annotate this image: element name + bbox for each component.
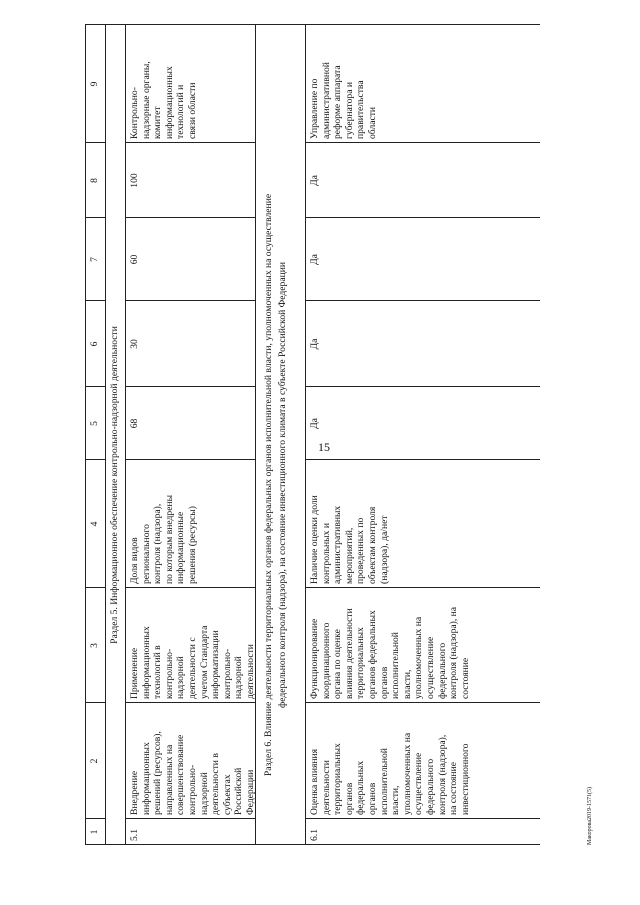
row-5-1-value-5: 68 [129, 418, 140, 429]
section-5-title: Раздел 5. Информационное обеспечение контрольно-надзорной деятельности [109, 326, 120, 644]
column-number: 1 [89, 829, 100, 835]
row-5-1-value-8: 100 [129, 173, 140, 188]
row-6-1-responsible: Управление по административной реформе аппарата губернатора и правительства области [309, 62, 378, 139]
row-6-1-value-6: Да [309, 338, 320, 350]
row-5-1-number: 5.1 [129, 829, 140, 841]
row-6-1-value-5: Да [309, 418, 320, 429]
section-6-title-line-1: Раздел 6. Влияние деятельности территориальных органов федеральных органов исполнительной власти, уполномоченных на осуществление [263, 193, 274, 777]
row-5-1-responsible: Контрольно- надзорные органы, комитет информационных технологий и связи области [129, 61, 198, 139]
row-5-1-value-6: 30 [129, 339, 140, 349]
column-number: 3 [89, 643, 100, 648]
column-number: 2 [89, 758, 100, 764]
page-number: 15 [318, 440, 330, 454]
rotated-page [85, 61, 605, 845]
row-5-1-value-7: 60 [129, 254, 140, 265]
column-number: 4 [89, 521, 100, 527]
row-5-1-measure: Внедрение информационных решений (ресурсов), направленных на совершенствование контрольно- надзорной деятельности в субъектах Российской Федерации [129, 731, 256, 815]
row-6-1-value-8: Да [309, 175, 320, 186]
document-footer: Макорова2019-1571(5) [587, 786, 593, 845]
row-5-1-description: Применение информационных технологий в контрольно- надзорной деятельности с учетом Стандарта информатизации контрольно- надзорной деятельности [129, 625, 256, 699]
row-6-1-indicator: Наличие оценки доли контрольных и административных мероприятий, проведенных по объектам контроля (надзора), да/нет [309, 495, 390, 584]
row-6-1-value-7: Да [309, 254, 320, 265]
column-number: 9 [89, 81, 100, 87]
column-number: 7 [89, 257, 100, 262]
row-6-1-number: 6.1 [309, 829, 320, 841]
row-6-1-measure: Оценка влияния деятельности территориальных органов федеральных органов исполнительной власти, уполномоченных на осуществление федерального контроля (надзора), на состояние инвестиционного [309, 732, 471, 815]
row-5-1-indicator: Доля видов регионального контроля (надзора), по которым внедрены информационные решения (ресурсы) [129, 494, 198, 584]
column-number: 6 [89, 341, 100, 347]
section-6-title-line-2: федерального контроля (надзора), на состояние инвестиционного климата в субъекте Российской Федерации [277, 262, 288, 708]
row-6-1-description: Функционирование координационного органа по оценке влияния деятельности территориальных органов федеральных органов исполнительной власти, уполномоченных на осуществление федерального контроля (надзора), на состояние [309, 606, 471, 699]
column-number: 5 [89, 421, 100, 426]
column-number: 8 [89, 178, 100, 183]
